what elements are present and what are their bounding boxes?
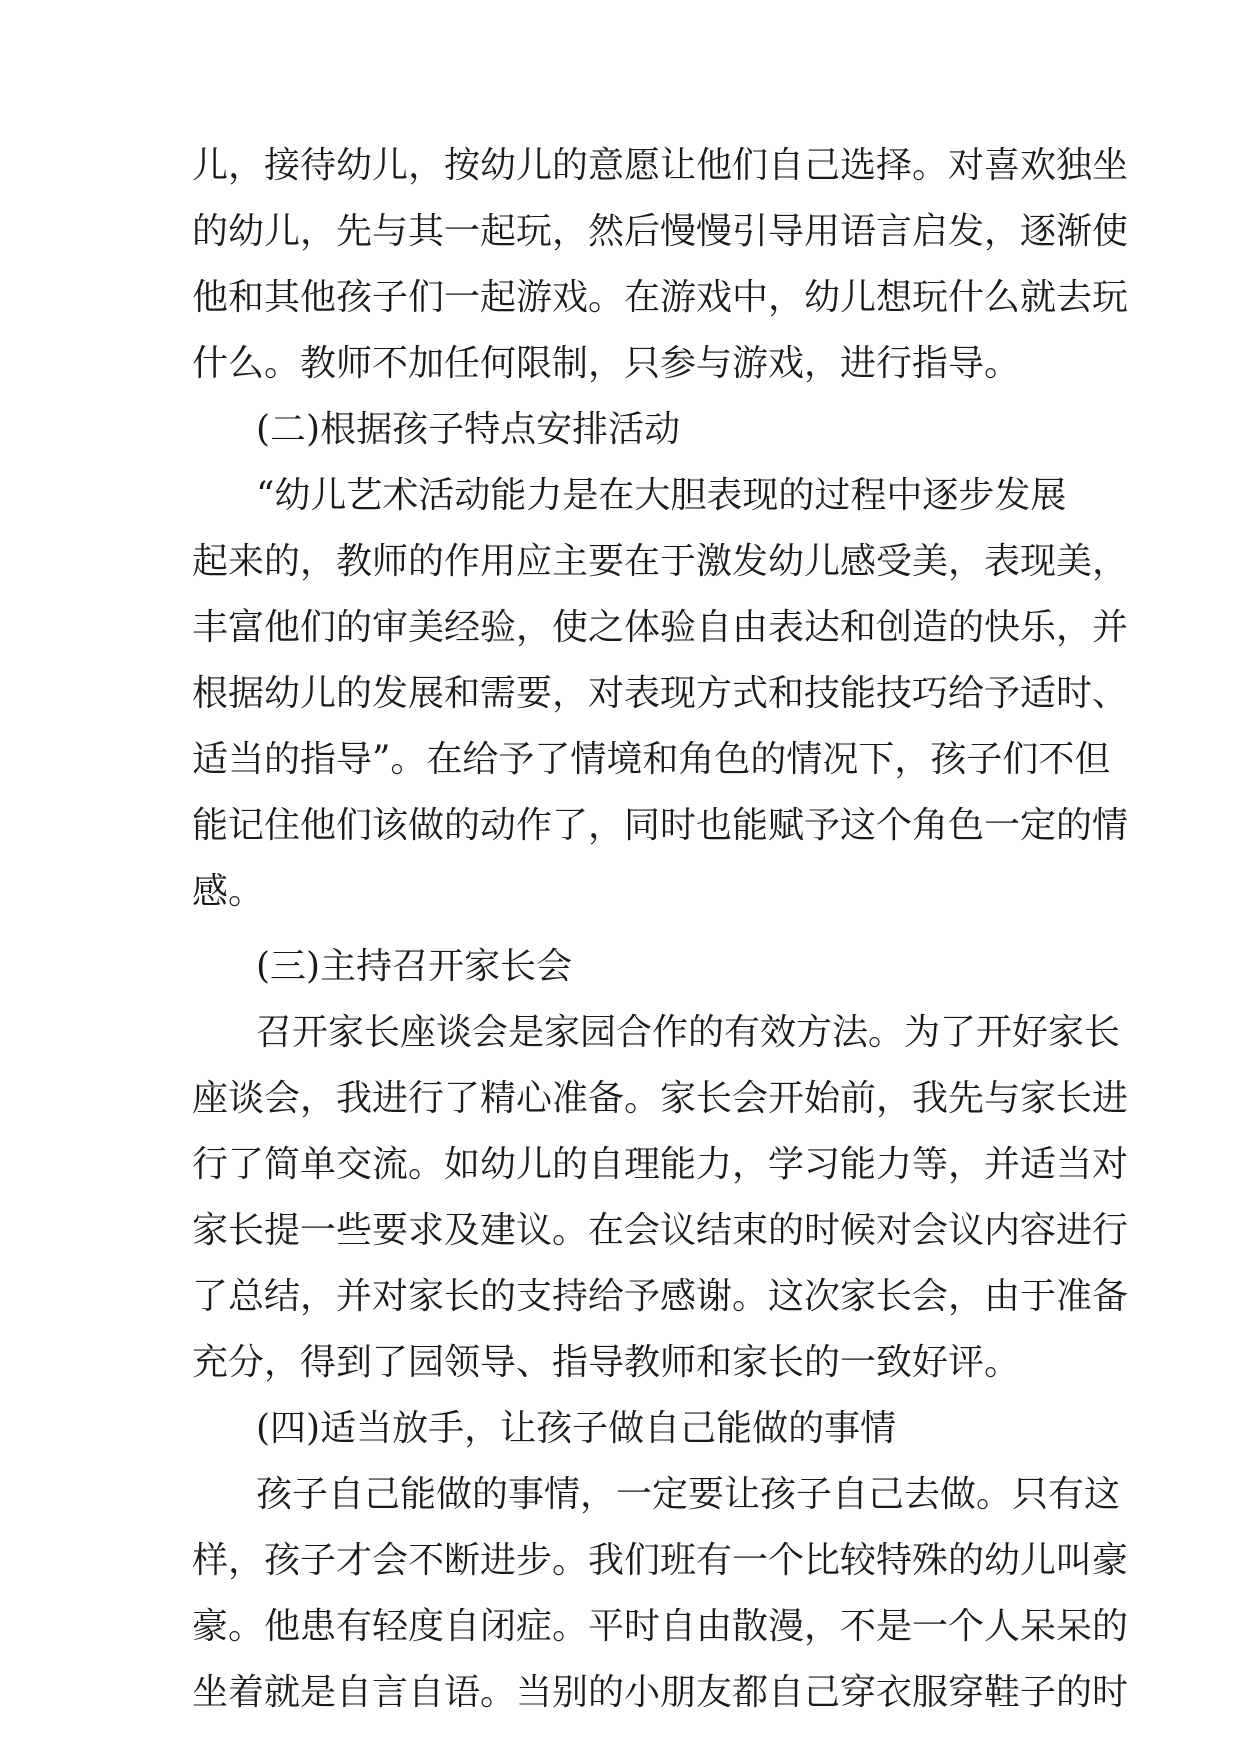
line-text: “幼儿艺术活动能力是在大胆表现的过程中逐步发展 xyxy=(256,475,1067,516)
line-text: 行了简单交流。如幼儿的自理能力，学习能力等，并适当对 xyxy=(192,1144,1129,1185)
paragraph-line xyxy=(0,595,1241,661)
section-heading-text: (二)根据孩子特点安排活动 xyxy=(256,409,681,450)
line-text: 感。 xyxy=(192,871,265,912)
paragraph-line xyxy=(0,1264,1241,1330)
section-heading xyxy=(0,934,1241,1000)
paragraph-line xyxy=(0,1594,1241,1660)
line-text: 儿，接待幼儿，按幼儿的意愿让他们自己选择。对喜欢独坐 xyxy=(192,145,1129,186)
section-heading-text: (三)主持召开家长会 xyxy=(256,946,573,987)
line-text: 座谈会，我进行了精心准备。家长会开始前，我先与家长进 xyxy=(192,1078,1129,1119)
paragraph-line xyxy=(0,133,1241,199)
line-text: 召开家长座谈会是家园合作的有效方法。为了开好家长 xyxy=(256,1012,1121,1053)
line-text: 他和其他孩子们一起游戏。在游戏中，幼儿想玩什么就去玩 xyxy=(192,277,1129,318)
section-heading-text: (四)适当放手，让孩子做自己能做的事情 xyxy=(256,1408,897,1449)
line-text: 适当的指导”。在给予了情境和角色的情况下，孩子们不但 xyxy=(192,739,1111,780)
paragraph-line xyxy=(0,1198,1241,1264)
paragraph-line xyxy=(0,331,1241,397)
paragraph-line xyxy=(0,1660,1241,1726)
line-text: 能记住他们该做的动作了，同时也能赋予这个角色一定的情 xyxy=(192,805,1129,846)
paragraph-line xyxy=(0,265,1241,331)
line-text: 坐着就是自言自语。当别的小朋友都自己穿衣服穿鞋子的时 xyxy=(192,1672,1129,1713)
line-text: 了总结，并对家长的支持给予感谢。这次家长会，由于准备 xyxy=(192,1276,1129,1317)
paragraph-line xyxy=(0,199,1241,265)
paragraph-line xyxy=(0,1132,1241,1198)
paragraph-line xyxy=(0,1000,1241,1066)
section-heading xyxy=(0,397,1241,463)
paragraph-line xyxy=(0,859,1241,925)
line-text: 丰富他们的审美经验，使之体验自由表达和创造的快乐，并 xyxy=(192,607,1129,648)
paragraph-line xyxy=(0,1462,1241,1528)
paragraph-line xyxy=(0,463,1241,529)
line-text: 孩子自己能做的事情，一定要让孩子自己去做。只有这 xyxy=(256,1474,1121,1515)
line-text: 什么。教师不加任何限制，只参与游戏，进行指导。 xyxy=(192,343,1021,384)
line-text: 家长提一些要求及建议。在会议结束的时候对会议内容进行 xyxy=(192,1210,1129,1251)
section-heading xyxy=(0,1396,1241,1462)
paragraph-line xyxy=(0,1528,1241,1594)
paragraph-line xyxy=(0,727,1241,793)
line-text: 的幼儿，先与其一起玩，然后慢慢引导用语言启发，逐渐使 xyxy=(192,211,1129,252)
paragraph-line xyxy=(0,793,1241,859)
paragraph-line xyxy=(0,661,1241,727)
paragraph-line xyxy=(0,1330,1241,1396)
line-text: 起来的，教师的作用应主要在于激发幼儿感受美，表现美， xyxy=(192,541,1129,582)
line-text: 样，孩子才会不断进步。我们班有一个比较特殊的幼儿叫豪 xyxy=(192,1540,1129,1581)
line-text: 充分，得到了园领导、指导教师和家长的一致好评。 xyxy=(192,1342,1021,1383)
line-text: 根据幼儿的发展和需要，对表现方式和技能技巧给予适时、 xyxy=(192,673,1129,714)
line-text: 豪。他患有轻度自闭症。平时自由散漫，不是一个人呆呆的 xyxy=(192,1606,1129,1647)
paragraph-line xyxy=(0,529,1241,595)
paragraph-line xyxy=(0,1066,1241,1132)
